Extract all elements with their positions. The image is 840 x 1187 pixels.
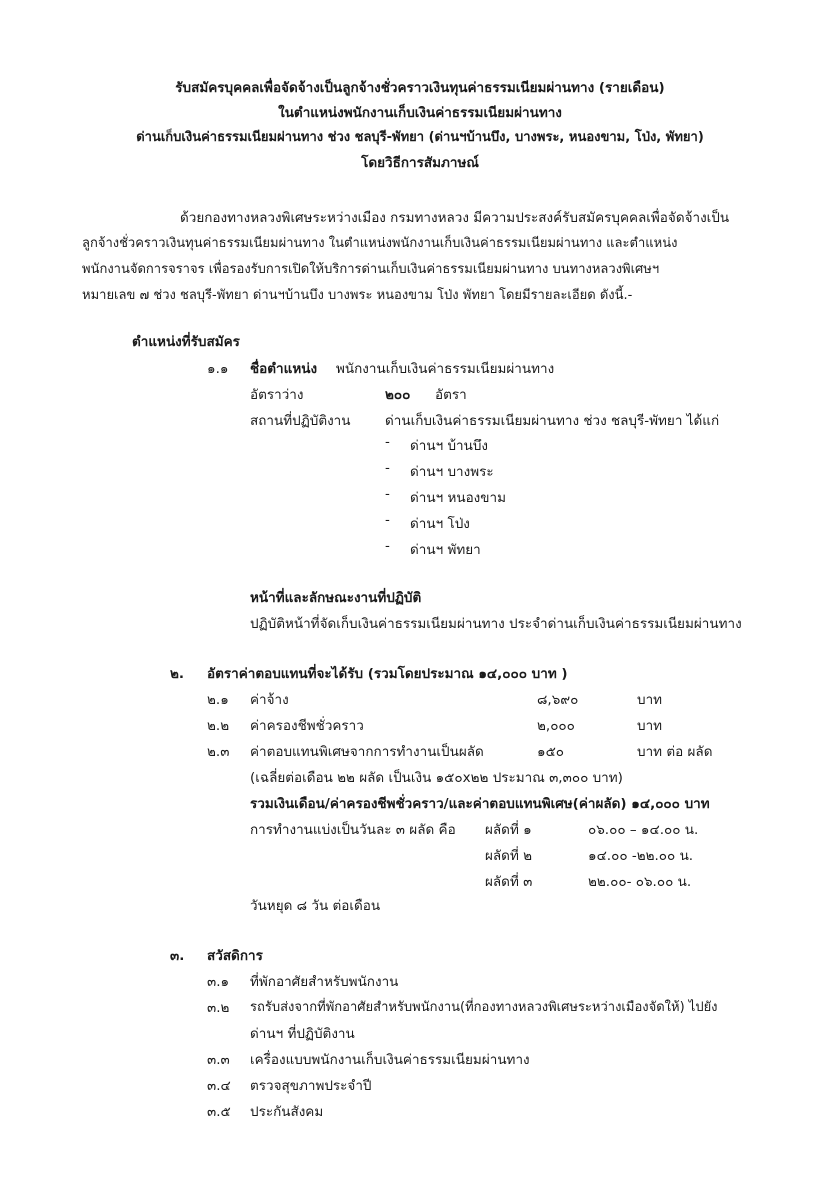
welfare-num: ๓.๒ xyxy=(207,1000,230,1016)
vacancy-label: อัตราว่าง xyxy=(250,387,304,403)
section1-item-num: ๑.๑ xyxy=(207,361,229,377)
pay-row-unit: บาท xyxy=(637,718,663,734)
shift-label: ผลัดที่ ๒ xyxy=(485,848,533,864)
pay-row-label: ค่าตอบแทนพิเศษจากการทำงานเป็นผลัด xyxy=(250,744,484,760)
welfare-item-continued: ด่านฯ ที่ปฏิบัติงาน xyxy=(250,1026,355,1042)
welfare-item: ตรวจสุขภาพประจำปี xyxy=(250,1078,372,1094)
duty-text: ปฏิบัติหน้าที่จัดเก็บเงินค่าธรรมเนียมผ่านทาง ประจำด่านเก็บเงินค่าธรรมเนียมผ่านทาง xyxy=(250,616,742,632)
welfare-item: เครื่องแบบพนักงานเก็บเงินค่าธรรมเนียมผ่านทาง xyxy=(250,1052,530,1068)
bullet-dash: - xyxy=(385,460,390,476)
welfare-item: ที่พักอาศัยสำหรับพนักงาน xyxy=(250,974,399,990)
title-line-2: ในตำแหน่งพนักงานเก็บเงินค่าธรรมเนียมผ่านทาง xyxy=(278,105,562,121)
shift-time: ๒๒.๐๐- ๐๖.๐๐ น. xyxy=(588,874,692,890)
section3-heading: สวัสดิการ xyxy=(207,948,263,964)
welfare-num: ๓.๓ xyxy=(207,1052,230,1068)
shift-label: ผลัดที่ ๓ xyxy=(485,874,533,890)
pay-row-num: ๒.๓ xyxy=(207,744,230,760)
pay-row-unit: บาท xyxy=(637,692,663,708)
pay-row-num: ๒.๒ xyxy=(207,718,230,734)
holiday-note: วันหยุด ๘ วัน ต่อเดือน xyxy=(250,898,381,914)
title-line-4: โดยวิธีการสัมภาษณ์ xyxy=(361,155,479,171)
section3-num: ๓. xyxy=(170,948,185,964)
section2-heading: อัตราค่าตอบแทนที่จะได้รับ (รวมโดยประมาณ ๑๔,๐๐๐ บาท ) xyxy=(207,666,568,682)
workplace-value: ด่านเก็บเงินค่าธรรมเนียมผ่านทาง ช่วง ชลบุรี-พัทยา ได้แก่ xyxy=(385,413,720,429)
intro-line-4: หมายเลข ๗ ช่วง ชลบุรี-พัทยา ด่านฯบ้านบึง บางพระ หนองขาม โป่ง พัทยา โดยมีรายละเอียด ดังนี้.- xyxy=(82,288,633,303)
welfare-num: ๓.๔ xyxy=(207,1078,231,1094)
shift-label: ผลัดที่ ๑ xyxy=(485,822,532,838)
pay-row-amount: ๑๕๐ xyxy=(537,744,565,760)
duty-heading: หน้าที่และลักษณะงานที่ปฏิบัติ xyxy=(250,590,422,606)
place-item: ด่านฯ โป่ง xyxy=(410,516,470,532)
pay-total: รวมเงินเดือน/ค่าครองชีพชั่วคราว/และค่าตอบแทนพิเศษ(ค่าผลัด) ๑๔,๐๐๐ บาท xyxy=(250,796,710,812)
place-item: ด่านฯ หนองขาม xyxy=(410,490,506,506)
section2-num: ๒. xyxy=(170,666,185,682)
pay-row-amount: ๘,๖๙๐ xyxy=(537,692,579,708)
intro-line-2: ลูกจ้างชั่วคราวเงินทุนค่าธรรมเนียมผ่านทาง ในตำแหน่งพนักงานเก็บเงินค่าธรรมเนียมผ่านทาง และตำแหน่ง xyxy=(82,236,678,251)
position-label: ชื่อตำแหน่ง xyxy=(250,361,318,377)
welfare-num: ๓.๑ xyxy=(207,974,230,990)
position-value: พนักงานเก็บเงินค่าธรรมเนียมผ่านทาง xyxy=(336,361,555,377)
shift-time: ๐๖.๐๐ – ๑๔.๐๐ น. xyxy=(588,822,699,838)
welfare-num: ๓.๕ xyxy=(207,1104,231,1120)
title-line-1: รับสมัครบุคคลเพื่อจัดจ้างเป็นลูกจ้างชั่วคราวเงินทุนค่าธรรมเนียมผ่านทาง (รายเดือน) xyxy=(175,80,665,96)
bullet-dash: - xyxy=(385,512,390,528)
place-item: ด่านฯ พัทยา xyxy=(410,542,481,558)
pay-row-unit: บาท ต่อ ผลัด xyxy=(637,744,713,760)
pay-row-amount: ๒,๐๐๐ xyxy=(537,718,575,734)
bullet-dash: - xyxy=(385,486,390,502)
workplace-label: สถานที่ปฏิบัติงาน xyxy=(250,413,351,429)
welfare-item: ประกันสังคม xyxy=(250,1104,324,1120)
vacancy-number: ๒๐๐ xyxy=(385,387,411,403)
pay-row-label: ค่าจ้าง xyxy=(250,692,289,708)
place-item: ด่านฯ บ้านบึง xyxy=(410,438,488,454)
pay-row-num: ๒.๑ xyxy=(207,692,229,708)
shift-intro: การทำงานแบ่งเป็นวันละ ๓ ผลัด คือ xyxy=(250,822,456,838)
intro-line-1: ด้วยกองทางหลวงพิเศษระหว่างเมือง กรมทางหลวง มีความประสงค์รับสมัครบุคคลเพื่อจัดจ้างเป็น xyxy=(180,210,730,226)
place-item: ด่านฯ บางพระ xyxy=(410,464,494,480)
shift-time: ๑๔.๐๐ -๒๒.๐๐ น. xyxy=(588,848,694,864)
section1-heading: ตำแหน่งที่รับสมัคร xyxy=(132,334,240,350)
vacancy-unit: อัตรา xyxy=(435,387,467,403)
bullet-dash: - xyxy=(385,538,390,554)
pay-row-label: ค่าครองชีพชั่วคราว xyxy=(250,718,364,734)
bullet-dash: - xyxy=(385,434,390,450)
intro-line-3: พนักงานจัดการจราจร เพื่อรองรับการเปิดให้บริการด่านเก็บเงินค่าธรรมเนียมผ่านทาง บนทางหลวงพิเศษฯ xyxy=(82,262,660,277)
average-note: (เฉลี่ยต่อเดือน ๒๒ ผลัด เป็นเงิน ๑๕๐x๒๒ ประมาณ ๓,๓๐๐ บาท) xyxy=(250,770,623,786)
title-line-3: ด่านเก็บเงินค่าธรรมเนียมผ่านทาง ช่วง ชลบุรี-พัทยา (ด่านฯบ้านบึง, บางพระ, หนองขาม, โป่ง, พัทยา) xyxy=(136,130,704,145)
welfare-item: รถรับส่งจากที่พักอาศัยสำหรับพนักงาน(ที่กองทางหลวงพิเศษระหว่างเมืองจัดให้) ไปยัง xyxy=(250,1000,718,1015)
